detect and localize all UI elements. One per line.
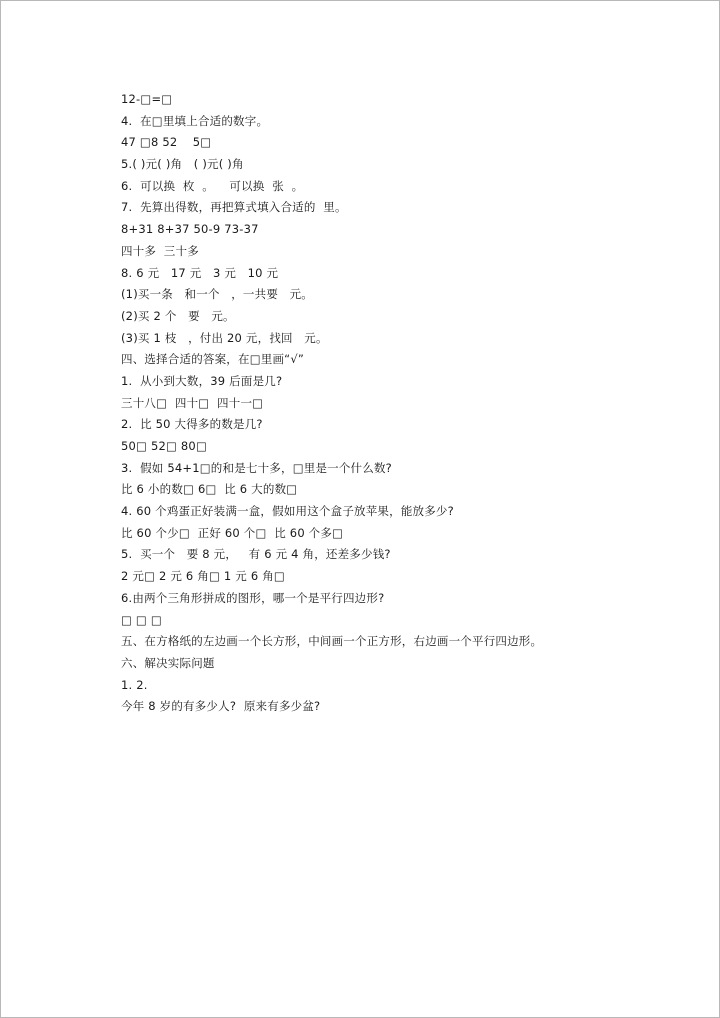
text-line: 4. 60 个鸡蛋正好装满一盒，假如用这个盒子放苹果，能放多少? bbox=[121, 504, 454, 519]
text-line: 2. 比 50 大得多的数是几? bbox=[121, 417, 263, 432]
text-line: (1)买一条 和一个 ，一共要 元。 bbox=[121, 287, 313, 302]
text-line: 5. 买一个 要 8 元， 有 6 元 4 角，还差多少钱? bbox=[121, 547, 391, 562]
text-line: 6. 可以换 枚 。 可以换 张 。 bbox=[121, 178, 304, 193]
text-line: □ □ □ bbox=[121, 612, 162, 627]
text-line: 比 60 个少□ 正好 60 个□ 比 60 个多□ bbox=[121, 525, 344, 540]
text-line: 7. 先算出得数，再把算式填入合适的 里。 bbox=[121, 200, 347, 215]
text-line: 8. 6 元 17 元 3 元 10 元 bbox=[121, 265, 279, 280]
text-line: (3)买 1 枝 ，付出 20 元，找回 元。 bbox=[121, 330, 328, 345]
text-line: 四十多 三十多 bbox=[121, 243, 199, 258]
text-line: 8+31 8+37 50-9 73-37 bbox=[121, 222, 259, 237]
text-line: 1. 2. bbox=[121, 677, 148, 692]
section-heading: 五、在方格纸的左边画一个长方形，中间画一个正方形，右边画一个平行四边形。 bbox=[121, 634, 543, 649]
text-line: 今年 8 岁的有多少人? 原来有多少盆? bbox=[121, 699, 321, 714]
text-line: 6.由两个三角形拼成的图形，哪一个是平行四边形? bbox=[121, 590, 385, 605]
text-line: 12-□=□ bbox=[121, 92, 173, 106]
text-line: 3. 假如 54+1□的和是七十多，□里是一个什么数? bbox=[121, 460, 392, 475]
text-line: (2)买 2 个 要 元。 bbox=[121, 308, 235, 323]
document-body bbox=[121, 89, 701, 718]
text-line: 50□ 52□ 80□ bbox=[121, 439, 208, 453]
text-line: 三十八□ 四十□ 四十一□ bbox=[121, 395, 264, 410]
text-line: 比 6 小的数□ 6□ 比 6 大的数□ bbox=[121, 482, 298, 497]
section-heading: 四、选择合适的答案，在□里画“√” bbox=[121, 352, 305, 367]
text-line: 1. 从小到大数，39 后面是几? bbox=[121, 373, 283, 388]
text-line: 5.( )元( )角 ( )元( )角 bbox=[121, 157, 244, 172]
section-heading: 六、解决实际问题 bbox=[121, 655, 215, 670]
text-line: 4. 在□里填上合适的数字。 bbox=[121, 113, 269, 128]
text-line: 2 元□ 2 元 6 角□ 1 元 6 角□ bbox=[121, 569, 285, 584]
text-line: 47 □8 52 5□ bbox=[121, 135, 212, 150]
